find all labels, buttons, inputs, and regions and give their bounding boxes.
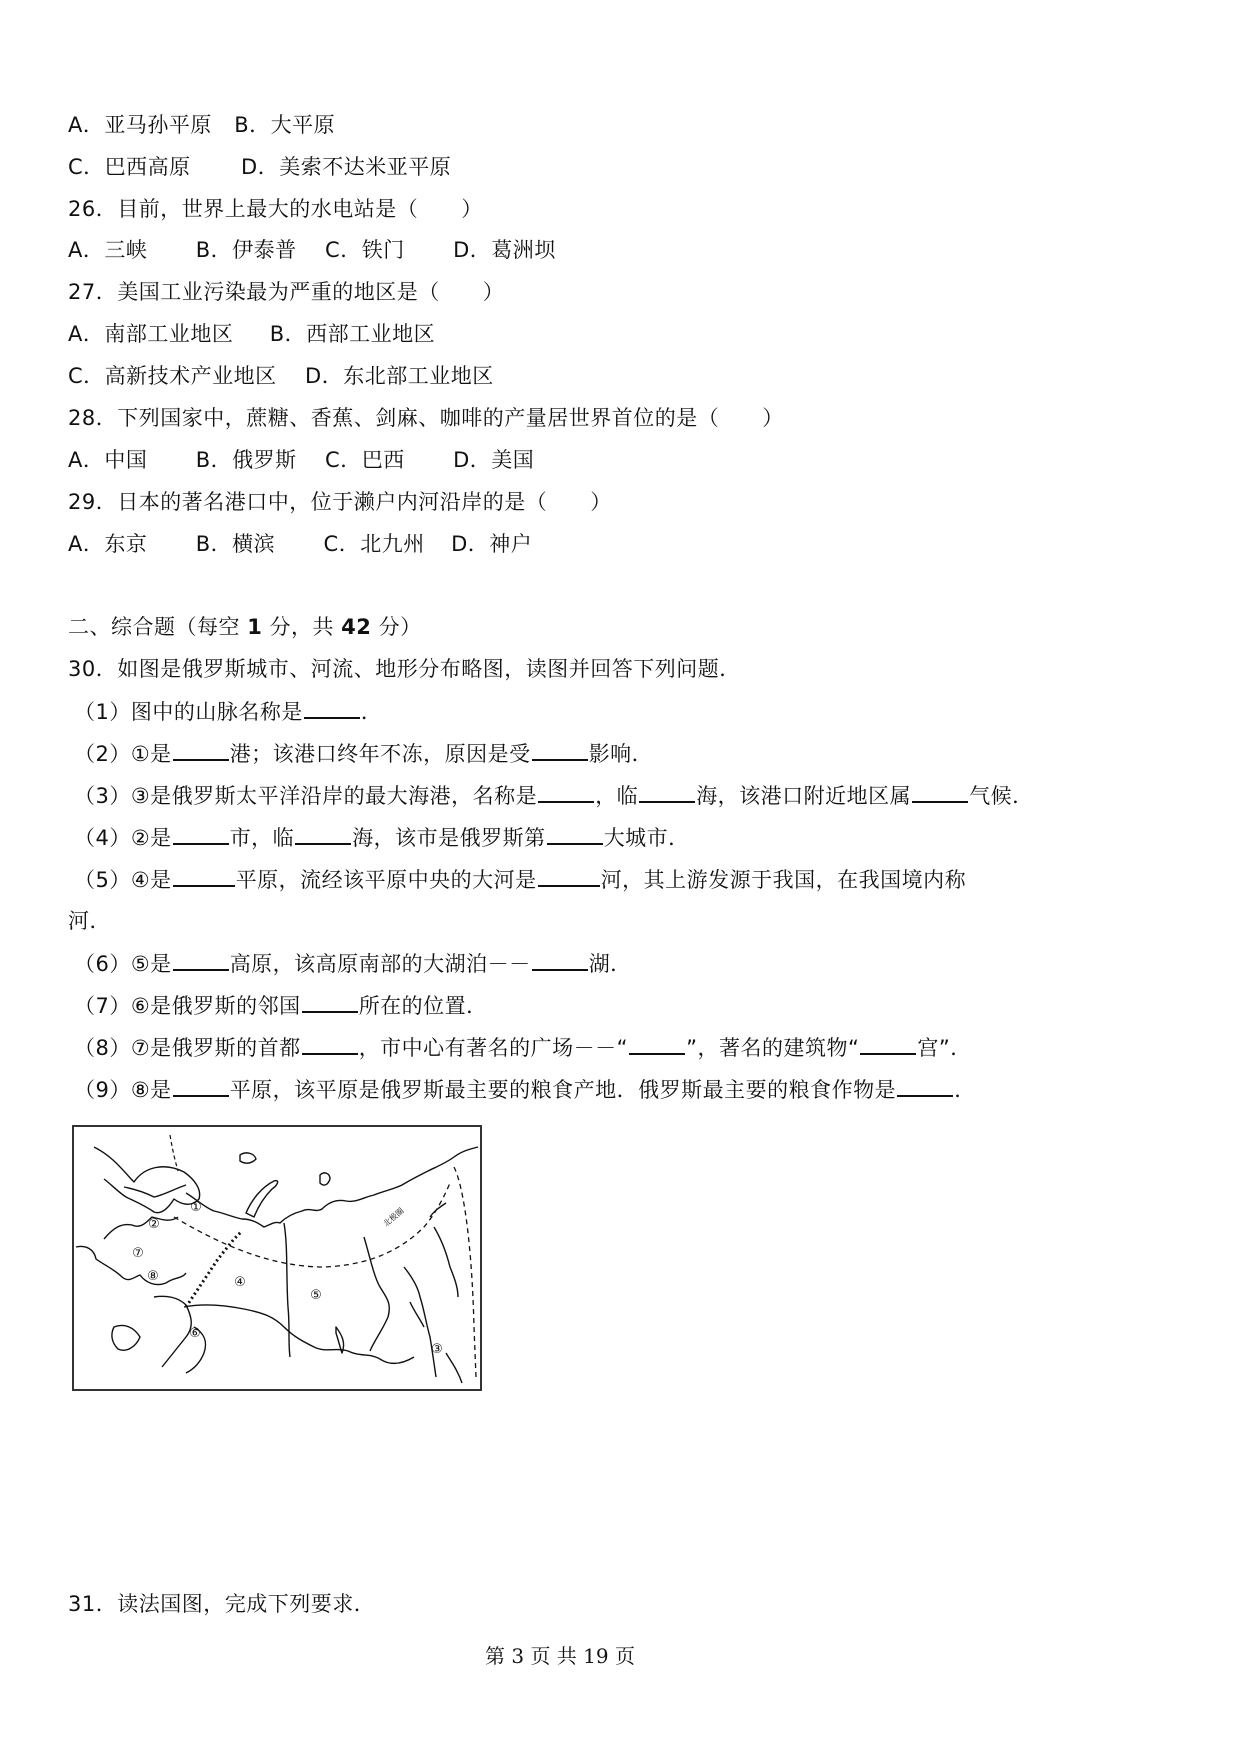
- q26-stem: 26．目前，世界上最大的水电站是（ ）: [68, 197, 483, 221]
- points-total: 42: [341, 615, 372, 639]
- russia-outline-map: [74, 1127, 480, 1389]
- q28-options: [68, 446, 534, 474]
- answer-blank[interactable]: [295, 823, 351, 845]
- answer-blank[interactable]: [538, 865, 600, 887]
- answer-blank[interactable]: [173, 823, 229, 845]
- q25-options-row1: [68, 111, 335, 139]
- q27-option-d: D．东北部工业地区: [305, 364, 494, 388]
- answer-blank[interactable]: [629, 1033, 685, 1055]
- map-label-3: ③: [431, 1342, 443, 1357]
- q30-part-9: （9）⑧是 平原，该平原是俄罗斯最主要的粮食产地．俄罗斯最主要的粮食作物是 ．: [74, 1075, 976, 1104]
- q25-options-row2: [68, 153, 451, 181]
- map-label-4: ④: [234, 1275, 246, 1290]
- answer-blank[interactable]: [173, 739, 229, 761]
- q26-option-d: D．葛洲坝: [453, 238, 556, 262]
- map-label-2: ②: [148, 1217, 160, 1232]
- q25-option-d: D．美索不达米亚平原: [241, 155, 452, 179]
- q31-stem: 31．读法国图，完成下列要求．: [68, 1592, 376, 1616]
- q30-part-4: （4）②是 市，临 海，该市是俄罗斯第 大城市．: [74, 823, 690, 852]
- q29-option-d: D．神户: [451, 532, 533, 556]
- ural-mountains: [186, 1231, 242, 1307]
- q30-part-1: （1）图中的山脉名称是 ．: [74, 697, 382, 726]
- answer-blank[interactable]: [173, 949, 229, 971]
- q26-option-b: B．伊泰普: [195, 238, 297, 262]
- q25-option-c: C．巴西高原: [68, 155, 191, 179]
- answer-blank[interactable]: [173, 865, 235, 887]
- arctic-circle-label: 北极圈: [381, 1206, 406, 1229]
- answer-blank[interactable]: [532, 949, 588, 971]
- q30-part-5: （5）④是 平原，流经该平原中央的大河是 河，其上游发源于我国，在我国境内称: [74, 865, 966, 894]
- answer-blank[interactable]: [302, 991, 358, 1013]
- answer-blank[interactable]: [897, 1075, 953, 1097]
- answer-blank[interactable]: [302, 1033, 358, 1055]
- q30-part-8: （8）⑦是俄罗斯的首都 ，市中心有著名的广场－－“ ”，著名的建筑物“ 宫”．: [74, 1033, 972, 1062]
- answer-blank[interactable]: [639, 781, 695, 803]
- q28-option-b: B．俄罗斯: [195, 448, 297, 472]
- q30-part-5-cont: 河．: [68, 909, 111, 933]
- answer-blank[interactable]: [173, 1075, 229, 1097]
- q30-part-3: （3）③是俄罗斯太平洋沿岸的最大海港，名称是 ，临 海，该港口附近地区属 气候．: [74, 781, 1034, 810]
- q29-stem: 29．日本的著名港口中，位于濑户内河沿岸的是（ ）: [68, 490, 612, 514]
- q29-option-a: A．东京: [68, 532, 148, 556]
- q30-part-7: （7）⑥是俄罗斯的邻国 所在的位置．: [74, 991, 488, 1020]
- q29-option-c: C．北九州: [323, 532, 425, 556]
- answer-blank[interactable]: [304, 697, 360, 719]
- q27-options-row1: [68, 320, 435, 348]
- q27-option-a: A．南部工业地区: [68, 322, 234, 346]
- answer-blank[interactable]: [860, 1033, 916, 1055]
- map-label-5: ⑤: [310, 1288, 322, 1303]
- q28-option-d: D．美国: [453, 448, 535, 472]
- arctic-circle-line: [174, 1183, 450, 1267]
- q26-option-c: C．铁门: [325, 238, 405, 262]
- q30-stem: 30．如图是俄罗斯城市、河流、地形分布略图，读图并回答下列问题．: [68, 657, 741, 681]
- q27-options-row2: [68, 362, 494, 390]
- page-footer: 第 3 页 共 19 页: [485, 1644, 635, 1668]
- q28-option-c: C．巴西: [325, 448, 405, 472]
- points-each: 1: [247, 615, 263, 639]
- q27-option-b: B．西部工业地区: [269, 322, 436, 346]
- q26-option-a: A．三峡: [68, 238, 148, 262]
- q30-part-6: （6）⑤是 高原，该高原南部的大湖泊－－ 湖．: [74, 949, 632, 978]
- q25-option-a: A．亚马孙平原: [68, 113, 212, 137]
- q29-options: [68, 530, 532, 558]
- map-label-7: ⑦: [132, 1246, 144, 1261]
- map-label-6: ⑥: [189, 1326, 201, 1341]
- russia-map-figure: [72, 1125, 482, 1391]
- q29-option-b: B．横滨: [195, 532, 276, 556]
- answer-blank[interactable]: [538, 781, 594, 803]
- map-label-8: ⑧: [147, 1269, 159, 1284]
- section-title: 二、综合题（每空 1 分，共 42 分）: [68, 615, 422, 639]
- q27-option-c: C．高新技术产业地区: [68, 364, 277, 388]
- answer-blank[interactable]: [912, 781, 968, 803]
- map-label-1: ①: [190, 1200, 202, 1215]
- q28-stem: 28．下列国家中，蔗糖、香蕉、剑麻、咖啡的产量居世界首位的是（ ）: [68, 406, 784, 430]
- q28-option-a: A．中国: [68, 448, 148, 472]
- q27-stem: 27．美国工业污染最为严重的地区是（ ）: [68, 280, 505, 304]
- answer-blank[interactable]: [532, 739, 588, 761]
- answer-blank[interactable]: [547, 823, 603, 845]
- q30-part-2: （2）①是 港；该港口终年不冻，原因是受 影响．: [74, 739, 653, 768]
- q25-option-b: B．大平原: [234, 113, 336, 137]
- q26-options: [68, 236, 556, 264]
